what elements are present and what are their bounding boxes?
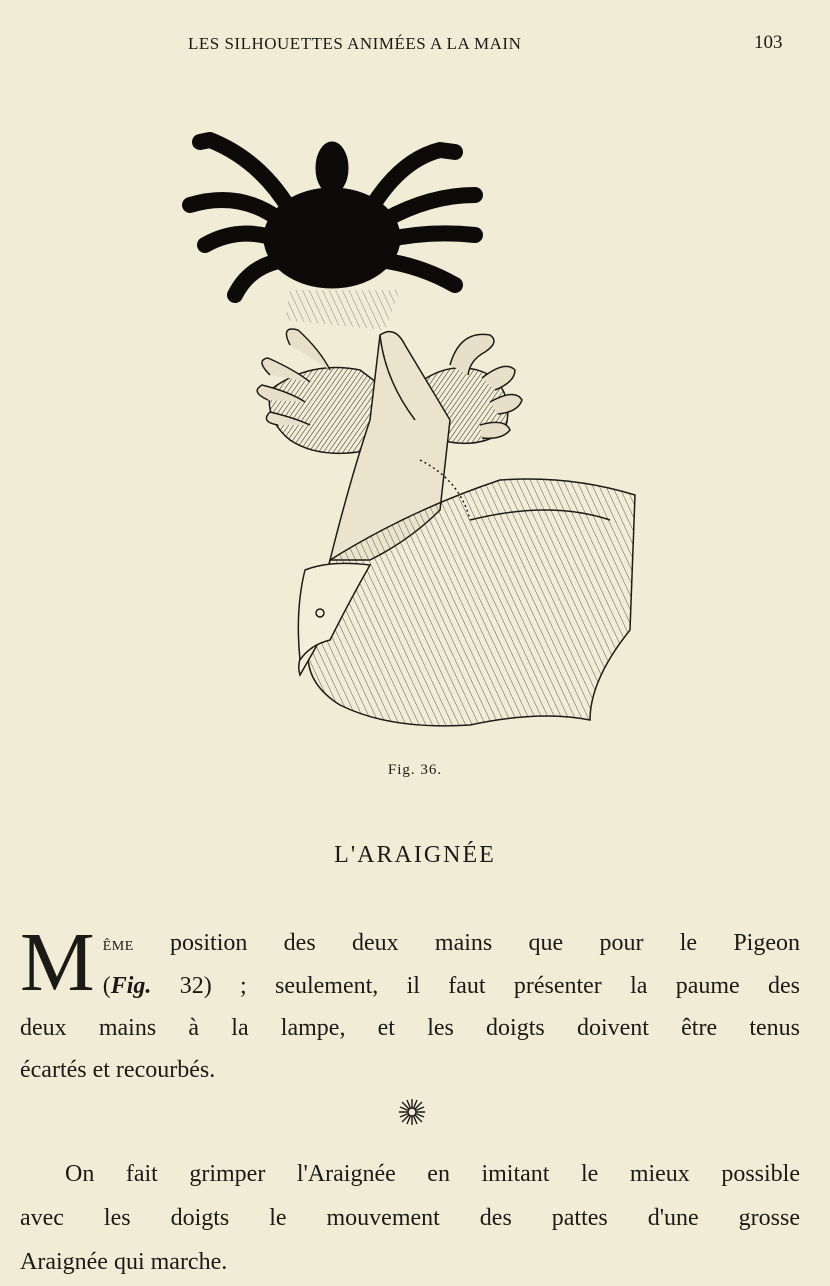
paragraph-1-line-3: deux mains à la lampe, et les doigts doivent être tenus <box>20 1015 800 1041</box>
paragraph-1-line-4: écartés et recourbés. <box>20 1057 216 1083</box>
paragraph-1-line-1: ême position des deux mains que pour le Pigeon <box>102 930 800 956</box>
figure-reference: Fig. <box>110 973 152 999</box>
page-number: 103 <box>754 32 783 53</box>
spider-shadow-hands-engraving <box>170 120 650 730</box>
running-head: LES SILHOUETTES ANIMÉES A LA MAIN <box>188 34 522 53</box>
paragraph-1-line-2: (Fig. 32) ; seulement, il faut présenter la paume des <box>102 973 800 999</box>
paragraph-2-line-1: On fait grimper l'Araignée en imitant le mieux possible <box>65 1161 800 1187</box>
figure-illustration <box>170 120 650 730</box>
paragraph-1 <box>20 916 800 1091</box>
paragraph-2 <box>20 1152 800 1284</box>
paragraph-2-line-2: avec les doigts le mouvement des pattes d'une grosse <box>20 1205 800 1231</box>
figure-caption: Fig. 36. <box>387 762 443 778</box>
paragraph-2-line-3: Araignée qui marche. <box>20 1249 228 1275</box>
shadow-beam <box>285 290 400 330</box>
sunburst-ornament-icon <box>398 1098 426 1126</box>
drop-cap: M <box>20 916 95 1009</box>
section-title: L'ARAIGNÉE <box>334 842 496 868</box>
spider-silhouette <box>190 140 475 295</box>
